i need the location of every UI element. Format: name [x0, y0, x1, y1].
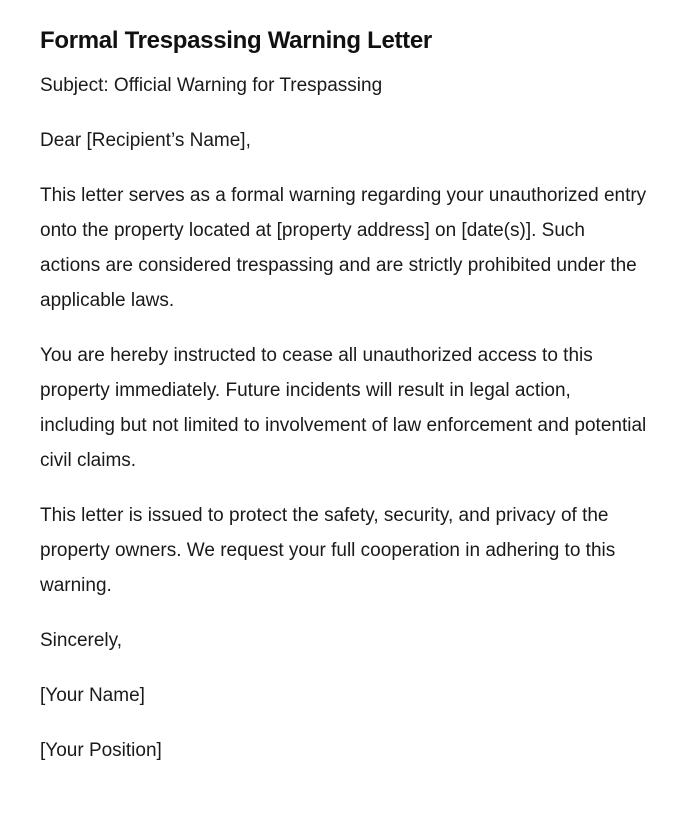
letter-paragraph-1: This letter serves as a formal warning regarding your unauthorized entry onto the property located at [property address] on [date(s)]. Such actions are considered trespassing and are strictly prohibited under the applicable laws.: [40, 185, 647, 311]
letter-paragraph-2: You are hereby instructed to cease all unauthorized access to this property immediately. Future incidents will result in legal action, including but not limited to involvement of law enforcement and potential civil claims.: [40, 345, 647, 471]
letter-title: Formal Trespassing Warning Letter: [40, 27, 432, 54]
signature-name: [Your Name]: [40, 685, 145, 706]
letter-salutation: Dear [Recipient’s Name],: [40, 130, 251, 151]
letter-subject: Subject: Official Warning for Trespassing: [40, 75, 383, 96]
letter-document: [40, 24, 650, 768]
letter-paragraph-3: This letter is issued to protect the safety, security, and privacy of the property owners. We request your full cooperation in adhering to this warning.: [40, 505, 616, 596]
letter-closing: Sincerely,: [40, 630, 123, 651]
signature-position: [Your Position]: [40, 740, 162, 761]
